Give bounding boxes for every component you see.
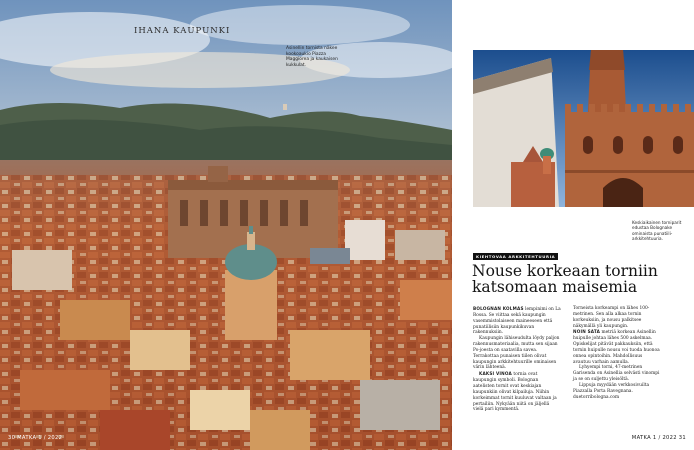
section-kicker: KIEHTOVAA ARKKITEHTUURIA [473, 253, 558, 260]
photo-caption-right: Keskiaikainen torniparit edustaa Bolognake ominaista punatiili-arkkitehtuuria. [632, 220, 682, 242]
paragraph-text: tornia ovat kaupungin symboli. Bolognan aatelisten tornit ovat keskiajan kaupunkiin olivat kilpailuja. Niihin korkeimmat tornit kuuluvat valtaan ja pertailiin. Nykyään niitä on jäljellä vielä pari kymmentä. [473, 372, 557, 413]
page-number-left: 30 MATKA 1 / 2022 [8, 435, 63, 441]
paragraph-text: lempinimi on La Rossa. Se viittaa sekä kaupungin vasemmistolaiseen maineeseen että punatiilisiin kaupunkikuvan rakennuksiin. [473, 307, 561, 336]
page-number-right: MATKA 1 / 2022 31 [631, 435, 686, 441]
paragraph [573, 329, 661, 365]
paragraph: Kaupungin lähiseudulta löydy paljon rakennusmateriaalia, mutta sen sijaan Po-joesta on saatavilla savea. Terrakottaa punaisen tiilen olivat kaupungin arkkitehtuurille ominaisen värin lähteenä. [473, 336, 560, 371]
article-headline: Nouse korkeaan torniin katsomaan maisemia [472, 262, 658, 296]
paragraph [473, 306, 561, 336]
paragraph [473, 371, 561, 413]
body-column-1 [473, 306, 561, 413]
paragraph: Lippuja myydään verkkosivuilta Piazzalla Porta Ravegnana. [573, 382, 650, 394]
right-page [452, 0, 694, 450]
lead-in: BOLOGNAN KOLMAS [473, 306, 524, 311]
lead-in: KAKSI VINOA [479, 371, 512, 377]
towers-photo [473, 50, 694, 207]
body-column-2 [573, 306, 661, 401]
photo-caption-left: Asinellin tornista näkee kookoaukio Piazza Maggiorea ja kaukaisen kukkulat. [286, 46, 338, 68]
web-link[interactable]: duetorribologna.com [573, 394, 620, 400]
paragraph: Lyhyempi torni, 47-metrinen Garisenda on Asinellia selvästi vinompi ja se on suljettu yleisöltä. [573, 365, 660, 383]
section-title: IHANA KAUPUNKI [134, 26, 231, 36]
paragraph-text: metriä korkean Asinellin huipulle johtaa lähes 500 askelmaa. Opiskelijat pitävät pakkauksiin, että tornin huipulle nousu voi tuoda huonoa onnea opintoihin. Mahdollisuus avautuu varhain aamulla. [573, 330, 660, 365]
paragraph: Torneista korkeampi on lähes 100-metrinen. Sen alla alkaa tornin korkeuksiin, ja nousu palkitsee näkymällä yli kaupungin. [573, 306, 650, 329]
lead-in: NOIN SATA [573, 329, 601, 335]
